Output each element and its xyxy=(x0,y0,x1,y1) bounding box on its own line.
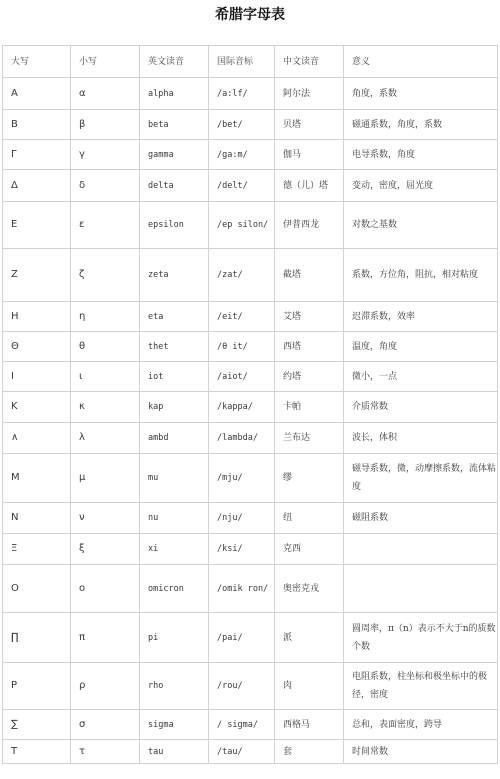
table-row xyxy=(3,423,498,454)
lowercase-cell: ε xyxy=(71,202,140,249)
meaning-cell: 电导系数，角度 xyxy=(344,140,498,170)
page-title: 希腊字母表 xyxy=(215,7,285,23)
english-reading-cell: pi xyxy=(140,613,209,663)
table-row xyxy=(3,202,498,249)
meaning-cell: 系数，方位角，阻抗，相对粘度 xyxy=(344,249,498,302)
ipa-cell: /lambda/ xyxy=(209,423,275,454)
ipa-cell: /ep silon/ xyxy=(209,202,275,249)
english-reading-cell: thet xyxy=(140,332,209,362)
ipa-cell: /kappa/ xyxy=(209,392,275,423)
english-reading-cell: alpha xyxy=(140,78,209,110)
meaning-cell: 迟滞系数，效率 xyxy=(344,302,498,332)
meaning-cell xyxy=(344,565,498,613)
lowercase-cell: μ xyxy=(71,454,140,503)
table-row xyxy=(3,740,498,764)
ipa-cell: /zat/ xyxy=(209,249,275,302)
chinese-reading-cell: 西格马 xyxy=(275,710,344,740)
meaning-cell: 介质常数 xyxy=(344,392,498,423)
meaning-cell: 磁导系数，微，动摩擦系数，流体粘度 xyxy=(344,454,498,503)
meaning-cell xyxy=(344,534,498,565)
ipa-cell: /omik ron/ xyxy=(209,565,275,613)
uppercase-cell: Δ xyxy=(3,170,71,202)
english-reading-cell: omicron xyxy=(140,565,209,613)
table-row xyxy=(3,110,498,140)
column-header: 大写 xyxy=(3,46,71,78)
english-reading-cell: zeta xyxy=(140,249,209,302)
lowercase-cell: τ xyxy=(71,740,140,764)
column-header: 中文读音 xyxy=(275,46,344,78)
chinese-reading-cell: 卡帕 xyxy=(275,392,344,423)
ipa-cell: /tau/ xyxy=(209,740,275,764)
table-row xyxy=(3,140,498,170)
uppercase-cell: ∏ xyxy=(3,613,71,663)
chinese-reading-cell: 兰布达 xyxy=(275,423,344,454)
column-header: 国际音标 xyxy=(209,46,275,78)
table-row xyxy=(3,249,498,302)
english-reading-cell: eta xyxy=(140,302,209,332)
meaning-cell: 微小，一点 xyxy=(344,362,498,392)
column-header: 英文读音 xyxy=(140,46,209,78)
english-reading-cell: tau xyxy=(140,740,209,764)
uppercase-cell: P xyxy=(3,663,71,710)
uppercase-cell: T xyxy=(3,740,71,764)
chinese-reading-cell: 约塔 xyxy=(275,362,344,392)
chinese-reading-cell: 肉 xyxy=(275,663,344,710)
greek-alphabet-table xyxy=(2,45,498,764)
meaning-cell: 变动，密度，屈光度 xyxy=(344,170,498,202)
meaning-cell: 电阻系数，柱坐标和极坐标中的极径，密度 xyxy=(344,663,498,710)
meaning-cell: 磁通系数，角度，系数 xyxy=(344,110,498,140)
table-row xyxy=(3,332,498,362)
english-reading-cell: epsilon xyxy=(140,202,209,249)
ipa-cell: / sigma/ xyxy=(209,710,275,740)
uppercase-cell: ∑ xyxy=(3,710,71,740)
uppercase-cell: I xyxy=(3,362,71,392)
uppercase-cell: Ξ xyxy=(3,534,71,565)
meaning-cell: 时间常数 xyxy=(344,740,498,764)
chinese-reading-cell: 艾塔 xyxy=(275,302,344,332)
table-row xyxy=(3,170,498,202)
lowercase-cell: ξ xyxy=(71,534,140,565)
lowercase-cell: θ xyxy=(71,332,140,362)
lowercase-cell: β xyxy=(71,110,140,140)
table-row xyxy=(3,392,498,423)
table-row xyxy=(3,663,498,710)
lowercase-cell: ζ xyxy=(71,249,140,302)
english-reading-cell: sigma xyxy=(140,710,209,740)
uppercase-cell: N xyxy=(3,503,71,534)
lowercase-cell: α xyxy=(71,78,140,110)
english-reading-cell: nu xyxy=(140,503,209,534)
uppercase-cell: B xyxy=(3,110,71,140)
lowercase-cell: ρ xyxy=(71,663,140,710)
table-row xyxy=(3,503,498,534)
english-reading-cell: gamma xyxy=(140,140,209,170)
uppercase-cell: E xyxy=(3,202,71,249)
chinese-reading-cell: 套 xyxy=(275,740,344,764)
english-reading-cell: beta xyxy=(140,110,209,140)
lowercase-cell: ι xyxy=(71,362,140,392)
lowercase-cell: σ xyxy=(71,710,140,740)
ipa-cell: /bet/ xyxy=(209,110,275,140)
chinese-reading-cell: 截塔 xyxy=(275,249,344,302)
chinese-reading-cell: 纽 xyxy=(275,503,344,534)
chinese-reading-cell: 阿尔法 xyxy=(275,78,344,110)
uppercase-cell: Γ xyxy=(3,140,71,170)
table-row xyxy=(3,534,498,565)
uppercase-cell: ∧ xyxy=(3,423,71,454)
english-reading-cell: kap xyxy=(140,392,209,423)
column-header: 意义 xyxy=(344,46,498,78)
column-header: 小写 xyxy=(71,46,140,78)
lowercase-cell: ο xyxy=(71,565,140,613)
table-row xyxy=(3,565,498,613)
lowercase-cell: γ xyxy=(71,140,140,170)
table-row xyxy=(3,710,498,740)
lowercase-cell: ν xyxy=(71,503,140,534)
uppercase-cell: A xyxy=(3,78,71,110)
chinese-reading-cell: 德（儿）塔 xyxy=(275,170,344,202)
chinese-reading-cell: 克西 xyxy=(275,534,344,565)
chinese-reading-cell: 伊普西龙 xyxy=(275,202,344,249)
lowercase-cell: δ xyxy=(71,170,140,202)
ipa-cell: /eit/ xyxy=(209,302,275,332)
meaning-cell: 圆周率，π（n）表示不大于n的质数个数 xyxy=(344,613,498,663)
ipa-cell: /pai/ xyxy=(209,613,275,663)
table-row xyxy=(3,78,498,110)
meaning-cell: 磁阻系数 xyxy=(344,503,498,534)
chinese-reading-cell: 奥密克戎 xyxy=(275,565,344,613)
chinese-reading-cell: 贝塔 xyxy=(275,110,344,140)
ipa-cell: /nju/ xyxy=(209,503,275,534)
english-reading-cell: iot xyxy=(140,362,209,392)
meaning-cell: 角度，系数 xyxy=(344,78,498,110)
lowercase-cell: κ xyxy=(71,392,140,423)
meaning-cell: 总和，表面密度，跨导 xyxy=(344,710,498,740)
ipa-cell: /ksi/ xyxy=(209,534,275,565)
meaning-cell: 温度，角度 xyxy=(344,332,498,362)
english-reading-cell: rho xyxy=(140,663,209,710)
lowercase-cell: η xyxy=(71,302,140,332)
uppercase-cell: H xyxy=(3,302,71,332)
meaning-cell: 对数之基数 xyxy=(344,202,498,249)
table-row xyxy=(3,302,498,332)
chinese-reading-cell: 派 xyxy=(275,613,344,663)
ipa-cell: /mju/ xyxy=(209,454,275,503)
english-reading-cell: mu xyxy=(140,454,209,503)
uppercase-cell: Z xyxy=(3,249,71,302)
meaning-cell: 波长，体积 xyxy=(344,423,498,454)
table-header-row xyxy=(3,46,498,78)
table-row xyxy=(3,454,498,503)
ipa-cell: /aiot/ xyxy=(209,362,275,392)
uppercase-cell: M xyxy=(3,454,71,503)
uppercase-cell: Θ xyxy=(3,332,71,362)
lowercase-cell: π xyxy=(71,613,140,663)
ipa-cell: /ga:m/ xyxy=(209,140,275,170)
english-reading-cell: delta xyxy=(140,170,209,202)
chinese-reading-cell: 西塔 xyxy=(275,332,344,362)
table-row xyxy=(3,613,498,663)
ipa-cell: /a:lf/ xyxy=(209,78,275,110)
table-row xyxy=(3,362,498,392)
english-reading-cell: xi xyxy=(140,534,209,565)
chinese-reading-cell: 缪 xyxy=(275,454,344,503)
uppercase-cell: K xyxy=(3,392,71,423)
lowercase-cell: λ xyxy=(71,423,140,454)
ipa-cell: /θ it/ xyxy=(209,332,275,362)
english-reading-cell: ambd xyxy=(140,423,209,454)
ipa-cell: /rou/ xyxy=(209,663,275,710)
uppercase-cell: O xyxy=(3,565,71,613)
ipa-cell: /delt/ xyxy=(209,170,275,202)
chinese-reading-cell: 伽马 xyxy=(275,140,344,170)
